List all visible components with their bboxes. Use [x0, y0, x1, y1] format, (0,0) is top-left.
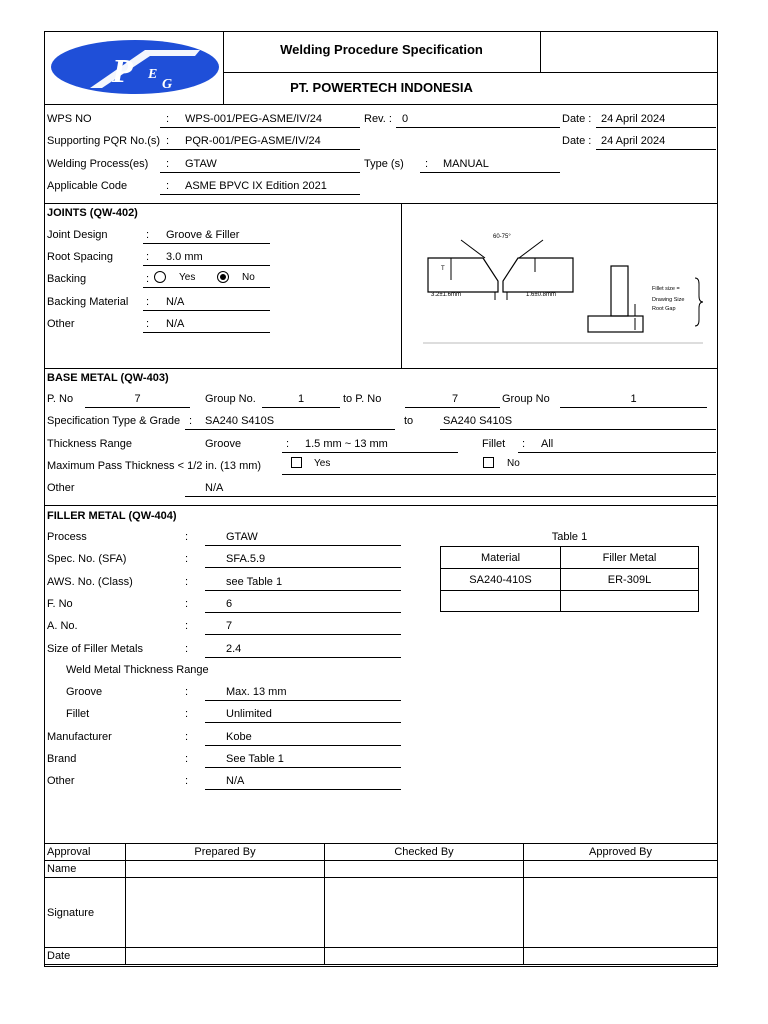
underline: [518, 452, 716, 453]
colon: :: [146, 251, 150, 263]
table-header: Filler Metal: [561, 547, 699, 569]
filler-row-label: AWS. No. (Class): [47, 576, 133, 588]
filler-row-value: 7: [226, 620, 233, 632]
groove-label: Groove: [205, 438, 242, 450]
underline: [205, 657, 401, 658]
underline: [160, 194, 360, 195]
max-pass-yes-label: Yes: [314, 458, 331, 469]
colon: :: [166, 158, 170, 170]
filler-other-label: Other: [47, 775, 75, 787]
backing-no-label: No: [242, 272, 255, 283]
filler-groove-label: Groove: [66, 686, 103, 698]
rev-label: Rev. :: [364, 113, 392, 125]
weld-thickness-heading: Weld Metal Thickness Range: [66, 664, 209, 676]
filler-table: [440, 546, 699, 612]
underline: [205, 590, 401, 591]
colon: :: [185, 531, 189, 543]
backing-no-radio[interactable]: [217, 271, 229, 283]
section-divider: [44, 505, 718, 506]
approval-row-label: Name: [45, 861, 126, 878]
signature-cell[interactable]: [126, 878, 325, 948]
colon: :: [146, 318, 150, 330]
colon: :: [146, 229, 150, 241]
table-cell: ER-309L: [561, 569, 699, 591]
svg-text:Root Gap: Root Gap: [652, 306, 676, 312]
approval-row-label: Date: [45, 948, 126, 965]
colon: :: [166, 180, 170, 192]
svg-text:Fillet size =: Fillet size =: [652, 286, 680, 292]
filler-fillet-label: Fillet: [66, 708, 90, 720]
signature-cell[interactable]: [524, 878, 718, 948]
signature-cell[interactable]: [325, 878, 524, 948]
backing-material-label: Backing Material: [47, 296, 129, 308]
joint-design-label: Joint Design: [47, 229, 108, 241]
type-label: Type (s): [364, 158, 404, 170]
underline: [205, 745, 401, 746]
filler-heading: FILLER METAL (QW-404): [47, 510, 177, 522]
underline: [185, 496, 716, 497]
approval-header: Prepared By: [126, 844, 325, 861]
filler-row-label: Size of Filler Metals: [47, 643, 143, 655]
filler-row-label: A. No.: [47, 620, 78, 632]
colon: :: [522, 438, 526, 450]
underline: [596, 149, 716, 150]
fillet-value: All: [541, 438, 554, 450]
underline: [205, 612, 401, 613]
group-no-2-label: Group No: [502, 393, 550, 405]
underline: [143, 287, 270, 288]
to-pno-label: to P. No: [343, 393, 382, 405]
process-value: GTAW: [185, 158, 217, 170]
pqr-value: PQR-001/PEG-ASME/IV/24: [185, 135, 321, 147]
underline: [440, 429, 716, 430]
name-cell[interactable]: [524, 861, 718, 878]
table-cell: [441, 591, 561, 612]
joints-other-value: N/A: [166, 318, 185, 330]
approval-header: Checked By: [325, 844, 524, 861]
underline: [160, 149, 360, 150]
underline: [262, 407, 340, 408]
table-cell: [561, 591, 699, 612]
groove-value: 1.5 mm ~ 13 mm: [305, 438, 388, 450]
colon: :: [166, 135, 170, 147]
date-cell[interactable]: [126, 948, 325, 965]
backing-yes-label: Yes: [179, 272, 196, 283]
code-value: ASME BPVC IX Edition 2021: [185, 180, 327, 192]
filler-row-label: Spec. No. (SFA): [47, 553, 127, 565]
colon: :: [185, 731, 189, 743]
spec-value: SA240 S410S: [205, 415, 275, 427]
filler-row-label: Process: [47, 531, 87, 543]
spec-to-label: to: [404, 415, 414, 427]
colon: :: [185, 708, 189, 720]
underline: [143, 243, 270, 244]
colon: :: [185, 576, 189, 588]
backing-material-value: N/A: [166, 296, 185, 308]
colon: :: [189, 415, 193, 427]
svg-text:60-75°: 60-75°: [493, 234, 511, 240]
underline: [205, 722, 401, 723]
backing-label: Backing: [47, 273, 87, 285]
header-divider: [540, 31, 541, 73]
underline: [282, 474, 716, 475]
date-label: Date :: [562, 135, 592, 147]
svg-text:G: G: [162, 77, 173, 92]
drawing-divider: [401, 203, 402, 368]
to-pno-value: 7: [451, 393, 459, 405]
underline: [205, 700, 401, 701]
date-cell[interactable]: [325, 948, 524, 965]
spec-label: Specification Type & Grade: [47, 415, 181, 427]
root-spacing-value: 3.0 mm: [166, 251, 203, 263]
underline: [143, 265, 270, 266]
svg-text:E: E: [148, 67, 158, 82]
filler-row-label: F. No: [47, 598, 73, 610]
date-cell[interactable]: [524, 948, 718, 965]
joints-other-label: Other: [47, 318, 75, 330]
underline: [143, 310, 270, 311]
backing-yes-radio[interactable]: [154, 271, 166, 283]
date-value: 24 April 2024: [601, 113, 666, 125]
colon: :: [146, 273, 150, 285]
colon: :: [146, 296, 150, 308]
section-divider: [44, 203, 718, 204]
filler-row-value: 2.4: [226, 643, 242, 655]
underline: [205, 567, 401, 568]
colon: :: [185, 686, 189, 698]
approval-header: Approval: [45, 844, 126, 861]
thickness-range-label: Thickness Range: [47, 438, 132, 450]
filler-fillet-value: Unlimited: [226, 708, 272, 720]
joint-design-value: Groove & Filler: [166, 229, 240, 241]
colon: :: [286, 438, 290, 450]
underline: [205, 545, 401, 546]
underline: [185, 429, 395, 430]
underline: [420, 172, 560, 173]
header-divider: [223, 72, 718, 73]
colon: :: [185, 553, 189, 565]
group-no-label: Group No.: [205, 393, 256, 405]
approval-table: [44, 843, 718, 965]
base-other-label: Other: [47, 482, 75, 494]
brand-value: See Table 1: [226, 753, 284, 765]
date-value: 24 April 2024: [601, 135, 666, 147]
colon: :: [185, 643, 189, 655]
colon: :: [185, 753, 189, 765]
type-value: MANUAL: [443, 158, 489, 170]
approval-header: Approved By: [524, 844, 718, 861]
filler-row-value: see Table 1: [226, 576, 283, 588]
approval-row-label: Signature: [45, 878, 126, 948]
underline: [282, 452, 458, 453]
underline: [205, 789, 401, 790]
filler-row-value: GTAW: [226, 531, 258, 543]
underline: [405, 407, 500, 408]
brand-label: Brand: [47, 753, 77, 765]
group-no-2-value: 1: [630, 393, 637, 405]
section-divider: [44, 368, 718, 369]
svg-text:P: P: [112, 53, 133, 90]
base-other-value: N/A: [205, 482, 224, 494]
document-frame: [44, 31, 718, 967]
pno-label: P. No: [47, 393, 74, 405]
max-pass-yes-checkbox[interactable]: [291, 457, 302, 468]
group-no-value: 1: [297, 393, 305, 405]
underline: [596, 127, 716, 128]
company-name: PT. POWERTECH INDONESIA: [290, 80, 473, 95]
max-pass-no-checkbox[interactable]: [483, 457, 494, 468]
colon: :: [166, 113, 170, 125]
colon: :: [185, 775, 189, 787]
table-caption: Table 1: [551, 531, 588, 543]
wps-no-value: WPS-001/PEG-ASME/IV/24: [185, 113, 322, 125]
joints-heading: JOINTS (QW-402): [47, 207, 138, 219]
spec-2-value: SA240 S410S: [443, 415, 513, 427]
joint-drawing: [403, 206, 717, 366]
filler-row-value: SFA.5.9: [226, 553, 266, 565]
underline: [160, 172, 360, 173]
colon: :: [185, 620, 189, 632]
underline: [205, 767, 401, 768]
header-bottom-line: [44, 104, 718, 105]
root-spacing-label: Root Spacing: [47, 251, 114, 263]
pno-value: 7: [134, 393, 141, 405]
underline: [85, 407, 190, 408]
document-title: Welding Procedure Specification: [280, 42, 483, 57]
underline: [560, 407, 707, 408]
filler-other-value: N/A: [226, 775, 245, 787]
pqr-label: Supporting PQR No.(s): [47, 135, 161, 147]
date-label: Date :: [562, 113, 592, 125]
underline: [143, 332, 270, 333]
fillet-label: Fillet: [482, 438, 506, 450]
svg-text:1.6±0.8mm: 1.6±0.8mm: [526, 292, 556, 298]
underline: [396, 127, 560, 128]
underline: [205, 634, 401, 635]
name-cell[interactable]: [126, 861, 325, 878]
svg-text:T: T: [441, 266, 445, 272]
code-label: Applicable Code: [47, 180, 128, 192]
table-header: Material: [441, 547, 561, 569]
svg-text:Drawing Size: Drawing Size: [652, 297, 685, 303]
name-cell[interactable]: [325, 861, 524, 878]
filler-row-value: 6: [226, 598, 233, 610]
company-logo: [50, 38, 220, 96]
rev-value: 0: [402, 113, 409, 125]
table-cell: SA240-410S: [441, 569, 561, 591]
colon: :: [425, 158, 429, 170]
manufacturer-label: Manufacturer: [47, 731, 112, 743]
svg-text:3.2±1.6mm: 3.2±1.6mm: [431, 292, 461, 298]
max-pass-no-label: No: [507, 458, 520, 469]
wps-no-label: WPS NO: [47, 113, 92, 125]
base-metal-heading: BASE METAL (QW-403): [47, 372, 169, 384]
max-pass-label: Maximum Pass Thickness < 1/2 in. (13 mm): [47, 460, 262, 472]
filler-groove-value: Max. 13 mm: [226, 686, 287, 698]
underline: [160, 127, 360, 128]
manufacturer-value: Kobe: [226, 731, 252, 743]
process-label: Welding Process(es): [47, 158, 149, 170]
colon: :: [185, 598, 189, 610]
